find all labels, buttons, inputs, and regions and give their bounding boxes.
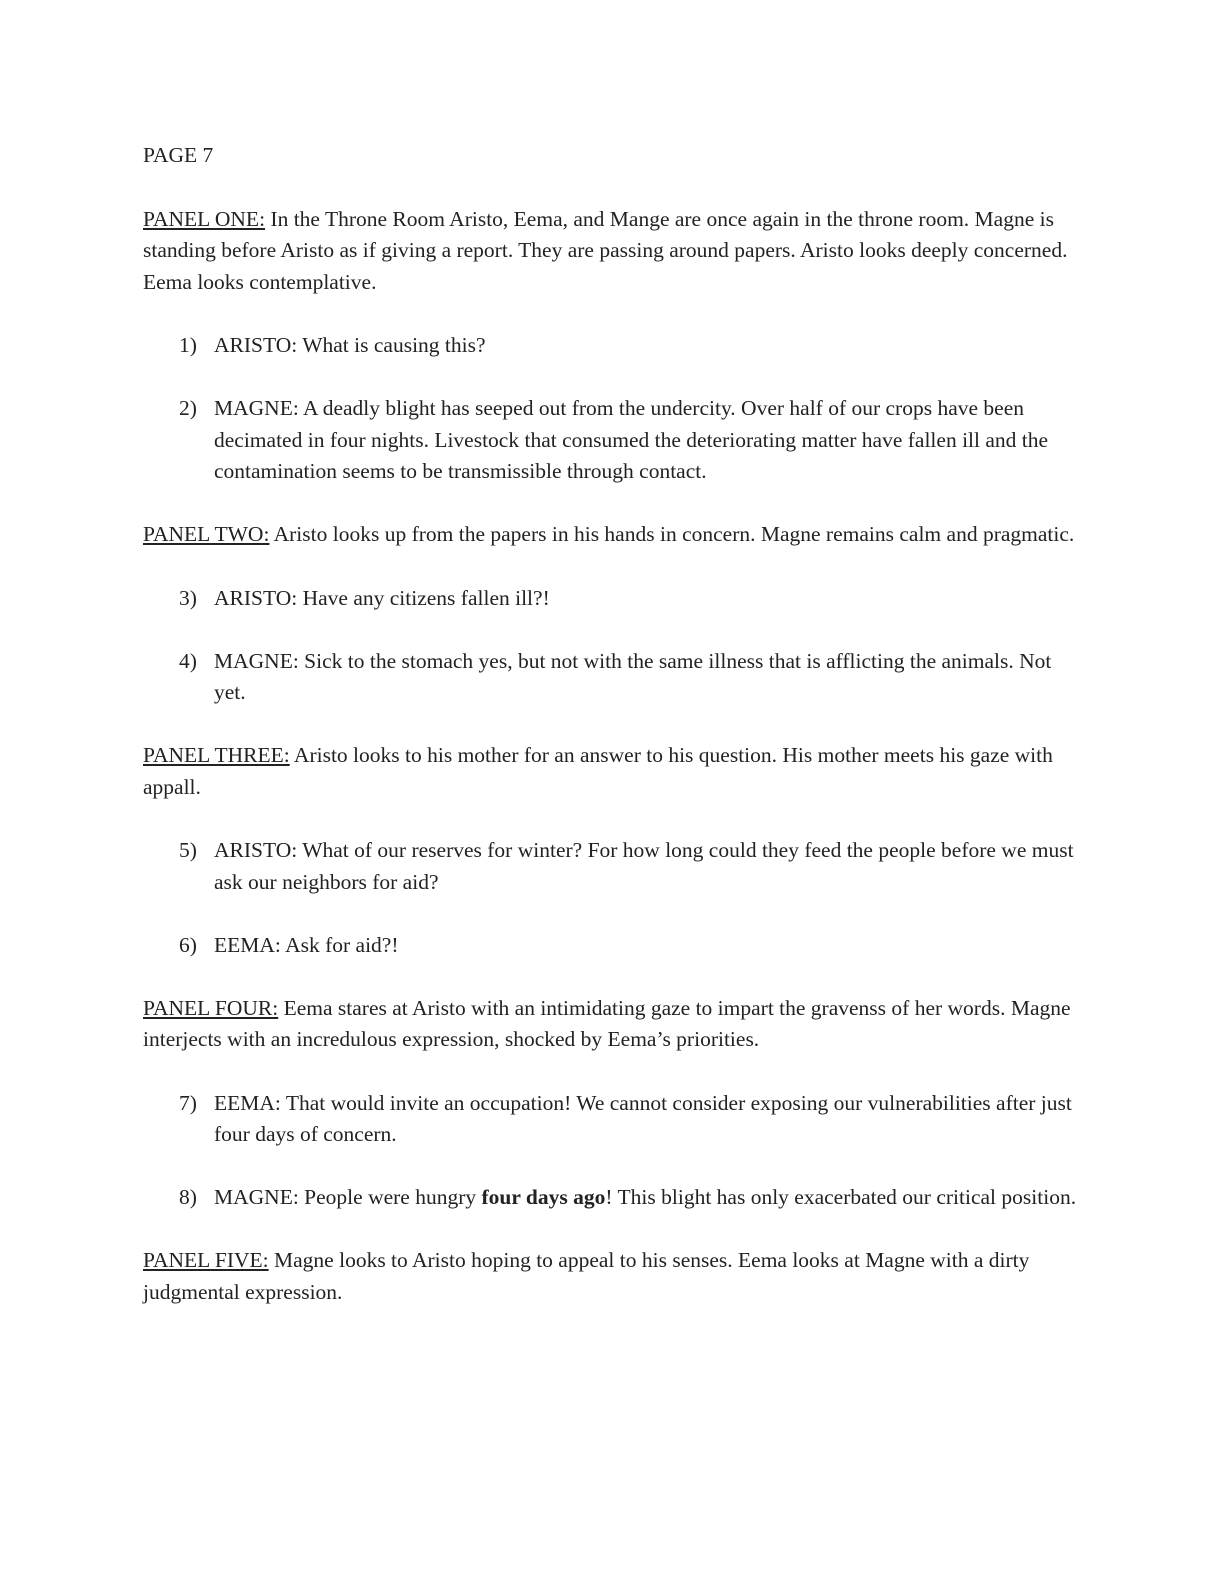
line-number: 8) — [179, 1185, 197, 1209]
panel-four-description — [143, 993, 1083, 1056]
panel-three-text: Aristo looks to his mother for an answer to his question. His mother meets his gaze with appall. — [143, 743, 1053, 799]
page-label: PAGE 7 — [143, 143, 214, 167]
line-text-after: ! This blight has only exacerbated our critical position. — [605, 1185, 1077, 1209]
panel-two-lines — [143, 583, 1083, 709]
panel-five-description — [143, 1245, 1083, 1308]
panel-three-description — [143, 740, 1083, 803]
line-text: MAGNE: Sick to the stomach yes, but not with the same illness that is afflicting the animals. Not yet. — [214, 648, 1052, 704]
panel-one-text: In the Throne Room Aristo, Eema, and Mange are once again in the throne room. Magne is standing before Aristo as if giving a report. They are passing around papers. Aristo looks deeply concerned. Eema looks contemplative. — [143, 206, 1068, 294]
panel-five-text: Magne looks to Aristo hoping to appeal to his senses. Eema looks at Magne with a dirty judgmental expression. — [143, 1248, 1030, 1304]
dialogue-line — [143, 930, 1083, 962]
line-number: 5) — [179, 838, 197, 862]
line-number: 7) — [179, 1090, 197, 1115]
panel-one-lines — [143, 330, 1083, 488]
line-text: EEMA: Ask for aid?! — [214, 932, 399, 957]
panel-three-lines — [143, 835, 1083, 961]
script-page — [143, 140, 1083, 1340]
panel-two-text: Aristo looks up from the papers in his hands in concern. Magne remains calm and pragmatic. — [269, 522, 1075, 546]
line-number: 1) — [179, 333, 197, 357]
dialogue-line — [143, 330, 1083, 362]
line-number: 3) — [179, 585, 197, 610]
dialogue-line — [143, 1088, 1083, 1151]
dialogue-line — [143, 1182, 1083, 1214]
line-text-before: MAGNE: People were hungry — [214, 1185, 482, 1209]
panel-four-heading: PANEL FOUR: — [143, 995, 279, 1020]
line-text-emphasis: four days ago — [481, 1185, 606, 1209]
panel-five-heading: PANEL FIVE: — [143, 1248, 269, 1272]
panel-two-description — [143, 519, 1083, 551]
line-number: 2) — [179, 396, 197, 420]
line-text: ARISTO: Have any citizens fallen ill?! — [214, 585, 550, 610]
dialogue-line — [143, 393, 1083, 488]
panel-two-heading: PANEL TWO: — [143, 522, 270, 546]
line-number: 4) — [179, 648, 197, 673]
panel-three-heading: PANEL THREE: — [143, 743, 290, 767]
panel-one-heading: PANEL ONE: — [143, 206, 266, 231]
line-text: EEMA: That would invite an occupation! We cannot consider exposing our vulnerabilities after just four days of concern. — [214, 1090, 1072, 1146]
line-text: ARISTO: What of our reserves for winter? For how long could they feed the people before we must ask our neighbors for aid? — [214, 838, 1074, 894]
panel-four-lines — [143, 1088, 1083, 1214]
dialogue-line — [143, 583, 1083, 615]
line-number: 6) — [179, 932, 197, 957]
line-text: ARISTO: What is causing this? — [214, 333, 486, 357]
panel-one-description — [143, 204, 1083, 299]
dialogue-line — [143, 835, 1083, 898]
panel-four-text: Eema stares at Aristo with an intimidating gaze to impart the gravenss of her words. Magne interjects with an incredulous expression, shocked by Eema’s priorities. — [143, 995, 1071, 1051]
line-text: MAGNE: A deadly blight has seeped out from the undercity. Over half of our crops have been decimated in four nights. Livestock that consumed the deteriorating matter have fallen ill and the contamination seems to be transmissible through contact. — [214, 396, 1049, 483]
dialogue-line — [143, 646, 1083, 709]
